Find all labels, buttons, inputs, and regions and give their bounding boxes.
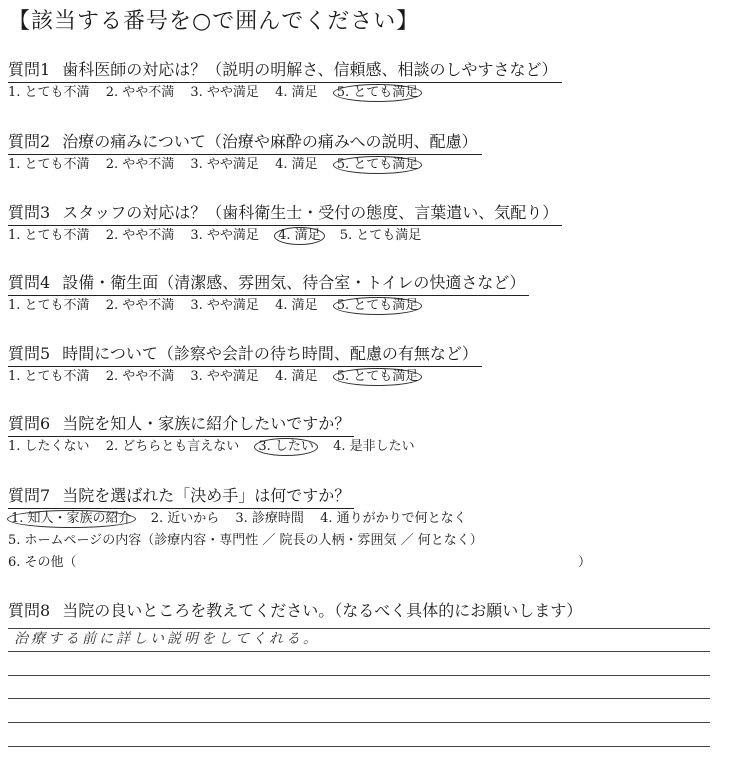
answer-line	[8, 722, 710, 723]
question-1-label: 質問1	[8, 60, 51, 79]
option-3[interactable]: 3. やや満足	[190, 298, 259, 313]
option-1[interactable]: 1. とても不満	[8, 228, 90, 243]
question-3-label: 質問3	[8, 203, 51, 222]
question-5-text: 時間について（診察や会計の待ち時間、配慮の有無など）	[62, 344, 478, 363]
answer-line	[8, 746, 710, 747]
option-2[interactable]: 2. やや不満	[105, 369, 175, 384]
answer-line	[8, 651, 710, 652]
option-1[interactable]: 1. とても不満	[8, 369, 90, 384]
option-4[interactable]: 4. 満足	[275, 369, 318, 384]
question-3-text: スタッフの対応は？（歯科衛生士・受付の態度、言葉遣い、気配り）	[62, 203, 559, 222]
question-2-label: 質問2	[8, 132, 51, 151]
option-4[interactable]: 4. 満足	[275, 157, 318, 172]
selection-circle: 1. 知人・家族の紹介	[7, 510, 136, 528]
question-6-text: 当院を知人・家族に紹介したいですか？	[62, 414, 351, 433]
question-4-text: 設備・衛生面（清潔感、雰囲気、待合室・トイレの快適さなど）	[62, 273, 526, 292]
question-7-text: 当院を選ばれた「決め手」は何ですか？	[62, 486, 351, 505]
question-7-label: 質問7	[8, 486, 51, 505]
option-2[interactable]: 2. どちらとも言えない	[105, 439, 240, 454]
option-4[interactable]: 4. 是非したい	[333, 439, 415, 454]
option-3[interactable]: 3. やや満足	[190, 85, 259, 100]
close-paren: ）	[578, 555, 592, 570]
question-6-label: 質問6	[8, 414, 51, 433]
option-2[interactable]: 2. やや不満	[105, 228, 175, 243]
question-5-label: 質問5	[8, 344, 51, 363]
option-5[interactable]: 5. とても満足	[339, 228, 422, 243]
selection-circle: 5. とても満足	[333, 84, 423, 102]
form-title: 【該当する番号を○で囲んでください】	[8, 9, 420, 34]
selection-circle: 5. とても満足	[333, 156, 423, 174]
option-4[interactable]: 4. 満足	[275, 85, 318, 100]
answer-line	[8, 675, 710, 676]
option-3[interactable]: 3. やや満足	[190, 157, 259, 172]
option-2[interactable]: 2. やや不満	[105, 298, 175, 313]
selection-circle: 4. 満足	[274, 227, 325, 245]
selection-circle: 3. したい	[254, 438, 318, 456]
option-6-other[interactable]: 6. その他（	[8, 555, 77, 570]
option-1[interactable]: 1. したくない	[8, 439, 90, 454]
option-1[interactable]: 1. とても不満	[8, 85, 90, 100]
question-8-text: 当院の良いところを教えてください。（なるべく具体的にお願いします）	[62, 601, 583, 620]
selection-circle: 5. とても満足	[333, 368, 423, 386]
handwritten-answer[interactable]: 治療する前に詳しい説明をしてくれる。	[14, 631, 320, 647]
option-1[interactable]: 1. とても不満	[8, 298, 90, 313]
option-1[interactable]: 1. とても不満	[8, 157, 90, 172]
option-3[interactable]: 3. やや満足	[190, 369, 259, 384]
option-4[interactable]: 4. 満足	[275, 298, 318, 313]
option-5[interactable]: 5. ホームページの内容（診療内容・専門性 ／ 院長の人柄・雰囲気 ／ 何となく）	[8, 533, 483, 548]
option-2[interactable]: 2. やや不満	[105, 85, 175, 100]
option-2[interactable]: 2. 近いから	[150, 511, 220, 526]
option-3[interactable]: 3. 診療時間	[235, 511, 304, 526]
question-4-label: 質問4	[8, 273, 51, 292]
question-8-label: 質問8	[8, 601, 51, 620]
option-4[interactable]: 4. 通りがかりで何となく	[320, 511, 467, 526]
option-3[interactable]: 3. やや満足	[190, 228, 259, 243]
answer-line	[8, 698, 710, 699]
selection-circle: 5. とても満足	[333, 297, 423, 315]
option-2[interactable]: 2. やや不満	[105, 157, 175, 172]
question-2-text: 治療の痛みについて（治療や麻酔の痛みへの説明、配慮）	[62, 132, 478, 151]
question-1-text: 歯科医師の対応は？（説明の明解さ、信頼感、相談のしやすさなど）	[62, 60, 558, 79]
